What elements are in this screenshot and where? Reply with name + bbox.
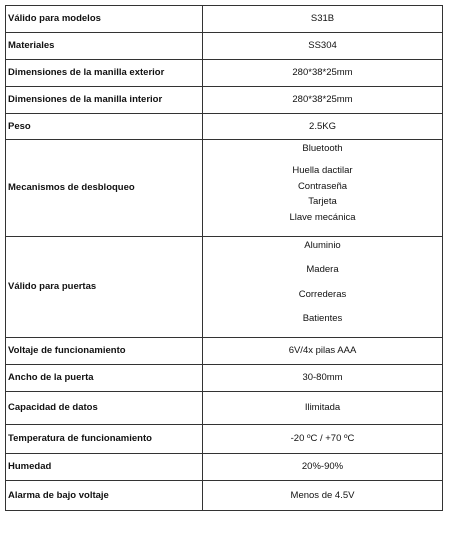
row-value: 20%-90% [203,454,443,481]
specifications-table [5,5,443,511]
list-item: Aluminio [304,240,341,251]
row-value: 2.5KG [203,114,443,140]
row-value-list [203,140,443,237]
row-value: 280*38*25mm [203,87,443,114]
row-label: Dimensiones de la manilla exterior [6,60,203,87]
row-label: Peso [6,114,203,140]
row-value-list [203,237,443,338]
row-value: 30-80mm [203,365,443,392]
row-value: S31B [203,6,443,33]
row-value: 6V/4x pilas AAA [203,338,443,365]
row-value: -20 ºC / +70 ºC [203,425,443,454]
row-label: Mecanismos de desbloqueo [6,140,203,237]
table-row [6,114,443,140]
row-value: Menos de 4.5V [203,481,443,511]
row-label: Válido para modelos [6,6,203,33]
row-value: 280*38*25mm [203,60,443,87]
table-row [6,237,443,338]
row-label: Dimensiones de la manilla interior [6,87,203,114]
row-label: Capacidad de datos [6,392,203,425]
row-label: Voltaje de funcionamiento [6,338,203,365]
list-item: Llave mecánica [289,211,356,223]
table-row [6,6,443,33]
list-item: Tarjeta [308,196,337,208]
table-row [6,454,443,481]
table-row [6,392,443,425]
list-item: Contraseña [297,180,348,192]
list-item: Batientes [302,313,343,325]
table-row [6,365,443,392]
row-value: SS304 [203,33,443,60]
list-item: Correderas [298,288,347,300]
row-label: Alarma de bajo voltaje [6,481,203,511]
table-row [6,33,443,60]
list-item: Huella dactilar [292,165,353,177]
table-row [6,425,443,454]
table-row [6,140,443,237]
table-row [6,87,443,114]
table-row [6,60,443,87]
row-value: Ilimitada [203,392,443,425]
table-row [6,481,443,511]
row-label: Ancho de la puerta [6,365,203,392]
row-label: Humedad [6,454,203,481]
list-item: Bluetooth [302,143,343,154]
table-row [6,338,443,365]
row-label: Temperatura de funcionamiento [6,425,203,454]
list-item: Madera [306,264,339,276]
row-label: Válido para puertas [6,237,203,338]
row-label: Materiales [6,33,203,60]
